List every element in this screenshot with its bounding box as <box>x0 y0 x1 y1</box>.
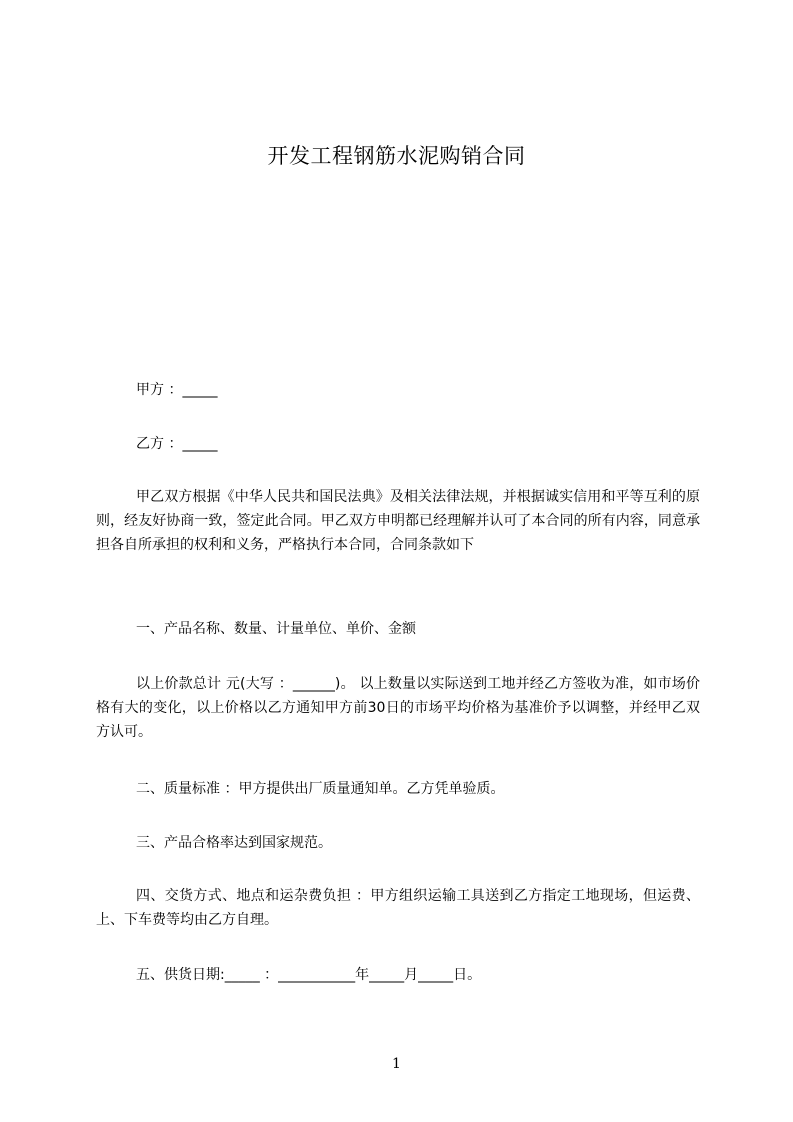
clause-4: 四、交货方式、地点和运杂费负担 ：甲方组织运输工具送到乙方指定工地现场，但运费、上、下车费等均由乙方自理。 <box>96 888 700 928</box>
clause-1-body: 以上价款总计 元(大写 ：______)。 以上数量以实际送到工地并经乙方签收为准，如市场价格有大的变化，以上价格以乙方通知甲方前30日的市场平均价格为基准价予以调整，并经甲乙双方认可。 <box>96 676 700 740</box>
clause-1-heading: 一、产品名称、数量、计量单位、单价、金额 <box>136 621 416 637</box>
clause-3: 三、产品合格率达到国家规范。 <box>136 835 332 851</box>
clause-5: 五、供货日期:_____ ：___________年_____月_____日。 <box>136 967 482 983</box>
clause-2: 二、质量标准 ：甲方提供出厂质量通知单。乙方凭单验质。 <box>136 781 505 797</box>
intro-paragraph: 甲乙双方根据《中华人民共和国民法典》及相关法律法规，并根据诚实信用和平等互利的原则，经友好协商一致，签定此合同。甲乙双方申明都已经理解并认可了本合同的所有内容，同意承担各自所承担的权利和义务，严格执行本合同，合同条款如下 <box>96 489 700 553</box>
party-a-line: 甲方 ：_____ <box>136 382 218 398</box>
party-b-line: 乙方 ：_____ <box>136 436 218 452</box>
page-number: 1 <box>392 1056 401 1072</box>
document-title: 开发工程钢筋水泥购销合同 <box>267 144 526 168</box>
